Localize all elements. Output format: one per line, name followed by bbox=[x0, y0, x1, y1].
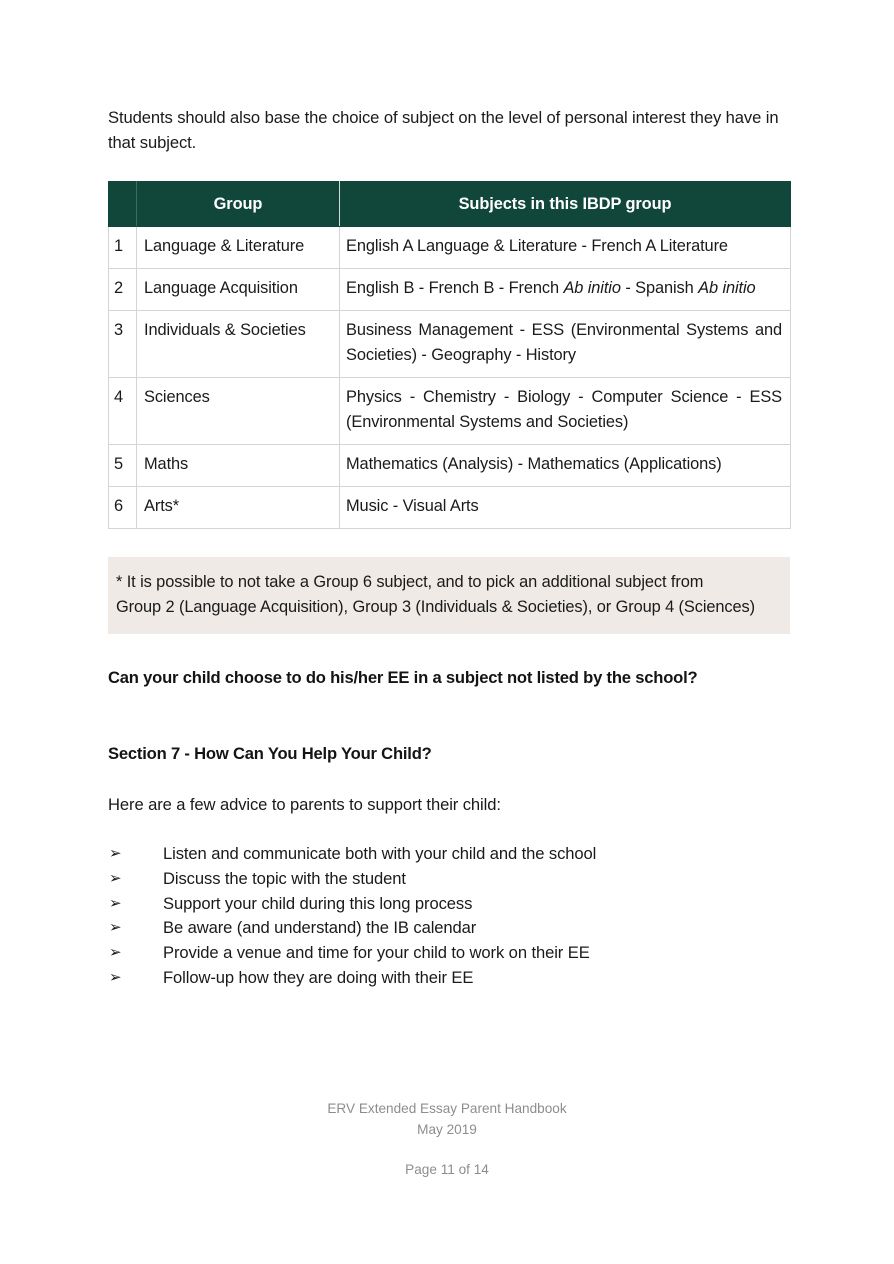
table-row bbox=[109, 311, 791, 378]
list-item-label: Be aware (and understand) the IB calendar bbox=[163, 918, 477, 938]
table-row bbox=[109, 445, 791, 487]
footer-page-number: Page 11 of 14 bbox=[405, 1162, 489, 1177]
cell-subjects: Mathematics (Analysis) - Mathematics (Applications) bbox=[340, 445, 791, 487]
table-row bbox=[109, 378, 791, 445]
arrow-bullet-icon: ➢ bbox=[109, 944, 122, 962]
question-heading: Can your child choose to do his/her EE in a subject not listed by the school? bbox=[108, 668, 698, 687]
page-footer bbox=[0, 1098, 894, 1180]
cell-group-number: 2 bbox=[109, 269, 137, 311]
list-item bbox=[108, 966, 790, 991]
table-row bbox=[109, 227, 791, 269]
footnote-box bbox=[108, 557, 790, 634]
cell-subjects: Music - Visual Arts bbox=[340, 487, 791, 529]
cell-group-number: 1 bbox=[109, 227, 137, 269]
cell-subjects: Business Management - ESS (Environmental Systems and Societies) - Geography - History bbox=[340, 311, 791, 378]
table-row bbox=[109, 269, 791, 311]
list-item bbox=[108, 916, 790, 941]
cell-group-name: Language Acquisition bbox=[137, 269, 340, 311]
table-body bbox=[109, 227, 791, 529]
table-header-row bbox=[109, 182, 791, 227]
arrow-bullet-icon: ➢ bbox=[109, 919, 122, 937]
footnote-line-1: * It is possible to not take a Group 6 subject, and to pick an additional subject from bbox=[116, 573, 704, 591]
list-item bbox=[108, 892, 790, 917]
section-heading: Section 7 - How Can You Help Your Child? bbox=[108, 744, 432, 763]
column-header-group: Group bbox=[137, 182, 340, 227]
intro-paragraph: Students should also base the choice of subject on the level of personal interest they have in that subject. bbox=[108, 108, 779, 152]
cell-group-name: Sciences bbox=[137, 378, 340, 445]
list-item-label: Provide a venue and time for your child to work on their EE bbox=[163, 943, 590, 963]
list-item bbox=[108, 842, 790, 867]
cell-group-number: 6 bbox=[109, 487, 137, 529]
footer-title: ERV Extended Essay Parent Handbook bbox=[327, 1101, 567, 1116]
arrow-bullet-icon: ➢ bbox=[109, 845, 122, 862]
lead-paragraph: Here are a few advice to parents to support their child: bbox=[108, 795, 501, 814]
list-item bbox=[108, 941, 790, 966]
page-content bbox=[108, 105, 790, 991]
list-item-label: Listen and communicate both with your child and the school bbox=[163, 844, 597, 863]
column-header-number bbox=[109, 182, 137, 227]
cell-group-number: 5 bbox=[109, 445, 137, 487]
ibdp-subjects-table bbox=[108, 181, 791, 529]
cell-subjects: English A Language & Literature - French A Literature bbox=[340, 227, 791, 269]
list-item bbox=[108, 867, 790, 892]
arrow-bullet-icon: ➢ bbox=[109, 968, 122, 986]
list-item-label: Discuss the topic with the student bbox=[163, 868, 406, 888]
cell-group-name: Language & Literature bbox=[137, 227, 340, 269]
cell-group-number: 4 bbox=[109, 378, 137, 445]
cell-group-name: Maths bbox=[137, 445, 340, 487]
arrow-bullet-icon: ➢ bbox=[109, 894, 122, 912]
cell-group-number: 3 bbox=[109, 311, 137, 378]
arrow-bullet-icon: ➢ bbox=[109, 869, 122, 887]
footer-date: May 2019 bbox=[417, 1122, 477, 1137]
table-header bbox=[109, 182, 791, 227]
column-header-subjects: Subjects in this IBDP group bbox=[340, 182, 791, 227]
footnote-line-2: Group 2 (Language Acquisition), Group 3 (Individuals & Societies), or Group 4 (Sciences) bbox=[116, 598, 755, 616]
advice-list bbox=[108, 842, 790, 991]
cell-group-name: Individuals & Societies bbox=[137, 311, 340, 378]
cell-subjects: English B - French B - French Ab initio - Spanish Ab initio bbox=[340, 269, 791, 311]
cell-subjects: Physics - Chemistry - Biology - Computer Science - ESS (Environmental Systems and Societies) bbox=[340, 378, 791, 445]
table-row bbox=[109, 487, 791, 529]
list-item-label: Support your child during this long process bbox=[163, 893, 473, 913]
cell-group-name: Arts* bbox=[137, 487, 340, 529]
list-item-label: Follow-up how they are doing with their EE bbox=[163, 967, 474, 987]
